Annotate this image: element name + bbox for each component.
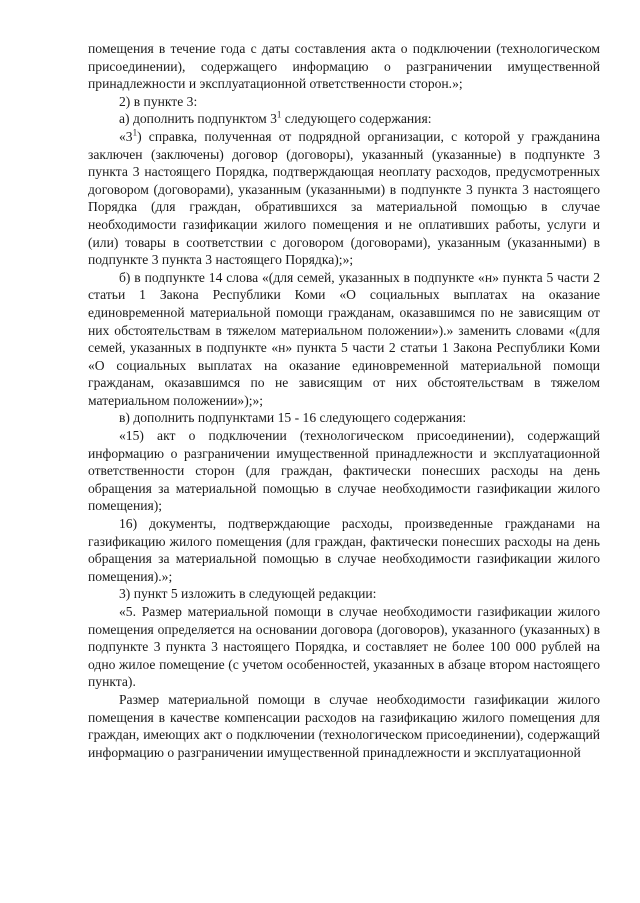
paragraph-10: «5. Размер материальной помощи в случае необходимости газификации жилого помещения определяется на основании договора (договоров), указанного (указанных) в подпункте 3 пункта 3 настоящего Порядка, и составляет не более 100 000 рублей на одно жилое помещение (с учетом особенностей, указанных в абзаце втором настоящего пункта).	[88, 604, 600, 690]
paragraph-3-text: а) дополнить подпунктом 3	[119, 111, 277, 127]
paragraph-11: Размер материальной помощи в случае необходимости газификации жилого помещения в качестве компенсации расходов на газификацию жилого помещения для граждан, имеющих акт о подключении (технологическом присоединении), содержащий информацию о разграничении имущественной принадлежности и эксплуатационной	[88, 691, 600, 760]
superscript: 1	[132, 127, 138, 138]
paragraph-7: «15) акт о подключении (технологическом присоединении), содержащий информацию о разграничении имущественной принадлежности и эксплуатационной ответственности сторон (для граждан, фактически понесших расходы на день обращения за материальной помощью в случае необходимости газификации жилого помещения);	[88, 428, 600, 514]
paragraph-3	[88, 110, 600, 128]
paragraph-4	[88, 128, 600, 269]
paragraph-1: помещения в течение года с даты составления акта о подключении (технологическом присоединении), содержащего информацию о разграничении имущественной принадлежности и эксплуатационной ответственности сторон.»;	[88, 41, 600, 92]
paragraph-4-text: «3	[119, 128, 133, 144]
paragraph-6: в) дополнить подпунктами 15 - 16 следующего содержания:	[119, 410, 467, 426]
paragraph-5: б) в подпункте 14 слова «(для семей, указанных в подпункте «н» пункта 5 части 2 статьи 1 Закона Республики Коми «О социальных выплатах на оказание единовременной материальной помощи гражданам, оказавшимся по не зависящим от них обстоятельствам в тяжелом материальном положении»).» заменить словами «(для семей, указанных в подпункте «н» пункта 5 части 2 статьи 1 Закона Республики Коми «О социальных выплатах на оказание единовременной материальной помощи гражданам, оказавшимся по не зависящим от них обстоятельствам в тяжелом материальном положении»);»;	[88, 269, 600, 408]
superscript: 1	[276, 109, 282, 120]
paragraph-9: 3) пункт 5 изложить в следующей редакции:	[119, 586, 377, 602]
paragraph-3-text-after: следующего содержания:	[281, 111, 432, 127]
paragraph-2: 2) в пункте 3:	[119, 93, 198, 109]
paragraph-8: 16) документы, подтверждающие расходы, произведенные гражданами на газификацию жилого помещения (для граждан, фактически понесших расходы на день обращения за материальной помощью в случае необходимости газификации жилого помещения).»;	[88, 516, 600, 584]
paragraph-4-text-after: ) справка, полученная от подрядной организации, с которой у гражданина заключен (заключены) договор (договоры), указанный (указанные) в подпункте 3 пункта 3 настоящего Порядка, подтверждающая неоплату расходов, предусмотренных договором (договорами), указанным (указанными) в подпункте 3 пункта 3 настоящего Порядка (для граждан, обратившихся за материальной помощью в случае необходимости газификации жилого помещения и не оплативших работы, услуги и (или) товары в соответствии с договором (договорами), указанным (указанными) в подпункте 3 пункта 3 настоящего Порядка);»;	[88, 128, 600, 268]
